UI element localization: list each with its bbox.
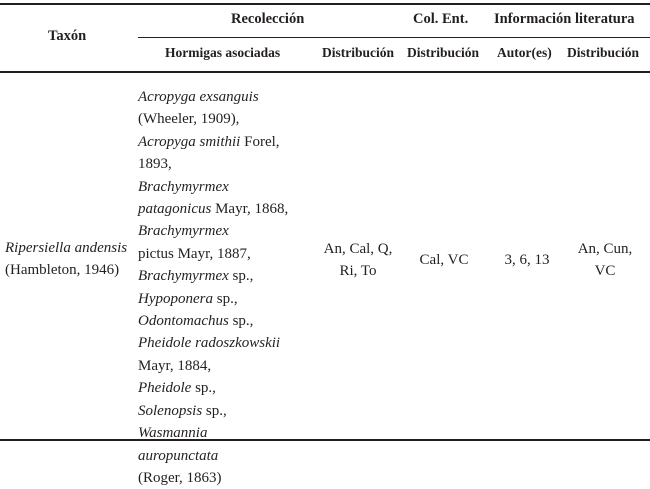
ant-species-italic: Brachymyrmex bbox=[138, 178, 229, 195]
header-recoleccion: Recolección bbox=[231, 11, 305, 27]
ant-author-text: Mayr, 1884, bbox=[138, 357, 212, 374]
ant-species-italic: Pheidole radoszkowskii bbox=[138, 335, 281, 352]
ant-line bbox=[138, 400, 316, 422]
distribucion-recoleccion-line-2: Ri, To bbox=[339, 263, 377, 279]
ant-species-italic: Brachymyrmex bbox=[138, 223, 229, 240]
ant-line bbox=[138, 355, 316, 377]
ant-line bbox=[138, 108, 316, 130]
header-hormigas-asociadas: Hormigas asociadas bbox=[165, 45, 281, 60]
ant-species-italic: Acropyga smithii bbox=[138, 133, 241, 150]
ant-author-text: (Wheeler, 1909), bbox=[138, 111, 240, 128]
ant-species-italic: Odontomachus bbox=[138, 313, 229, 330]
ant-author-text: sp., bbox=[213, 290, 238, 307]
ant-line bbox=[138, 377, 316, 399]
header-subrule bbox=[138, 37, 650, 38]
bottom-rule bbox=[0, 439, 650, 441]
ant-species-italic: Solenopsis bbox=[138, 402, 203, 419]
ant-line bbox=[138, 310, 316, 332]
ant-species-italic: Brachymyrmex bbox=[138, 268, 229, 285]
ant-species-italic: patagonicus bbox=[138, 201, 212, 218]
ant-line bbox=[138, 153, 316, 175]
ant-author-text: sp., bbox=[228, 313, 254, 330]
ant-line bbox=[138, 265, 316, 287]
ant-species-italic: Hypoponera bbox=[138, 290, 213, 307]
header-distribucion-col-ent: Distribución bbox=[407, 45, 480, 60]
ant-species-italic: Pheidole bbox=[138, 380, 192, 397]
ant-author-text: pictus Mayr, 1887, bbox=[138, 245, 251, 262]
literatura-distribucion-line-2: VC bbox=[594, 263, 616, 279]
ant-line bbox=[138, 86, 316, 108]
literatura-distribucion-line-1: An, Cun, bbox=[577, 241, 633, 257]
distribucion-recoleccion-line-1: An, Cal, Q, bbox=[323, 241, 393, 257]
ant-author-text: Mayr, 1868, bbox=[211, 201, 289, 218]
ant-author-text: sp., bbox=[191, 380, 216, 397]
ant-line bbox=[138, 332, 316, 354]
ant-species-italic: Acropyga exsanguis bbox=[138, 89, 259, 105]
header-informacion-literatura: Información literatura bbox=[494, 11, 635, 27]
ant-line bbox=[138, 176, 316, 198]
ant-author-text: 1893, bbox=[138, 156, 172, 173]
header-distribucion-literatura: Distribución bbox=[567, 45, 640, 60]
top-rule bbox=[0, 3, 650, 5]
taxon-name: Ripersiella andensis bbox=[5, 240, 128, 256]
ant-species-italic: auropunctata bbox=[138, 447, 219, 464]
ant-author-text: Forel, bbox=[240, 133, 280, 150]
literatura-autores: 3, 6, 13 bbox=[504, 252, 550, 268]
ant-species-italic: Wasmannia bbox=[138, 425, 208, 442]
associated-ants-list bbox=[138, 86, 316, 489]
ant-line bbox=[138, 198, 316, 220]
header-taxon: Taxón bbox=[48, 28, 87, 44]
ant-author-text: sp., bbox=[228, 268, 254, 285]
ant-author-text: (Roger, 1863) bbox=[138, 469, 222, 486]
header-autores: Autor(es) bbox=[497, 45, 552, 60]
ant-line bbox=[138, 422, 316, 444]
header-bottom-rule bbox=[0, 71, 650, 73]
ant-line bbox=[138, 220, 316, 242]
ant-line bbox=[138, 131, 316, 153]
ant-author-text: sp., bbox=[202, 402, 227, 419]
header-col-ent: Col. Ent. bbox=[413, 11, 469, 27]
ant-line bbox=[138, 467, 316, 489]
col-ent-distribucion: Cal, VC bbox=[419, 252, 469, 268]
header-distribucion-recoleccion: Distribución bbox=[322, 45, 395, 60]
ant-line bbox=[138, 243, 316, 265]
ant-line bbox=[138, 445, 316, 467]
taxon-author: (Hambleton, 1946) bbox=[5, 262, 120, 278]
ant-line bbox=[138, 288, 316, 310]
